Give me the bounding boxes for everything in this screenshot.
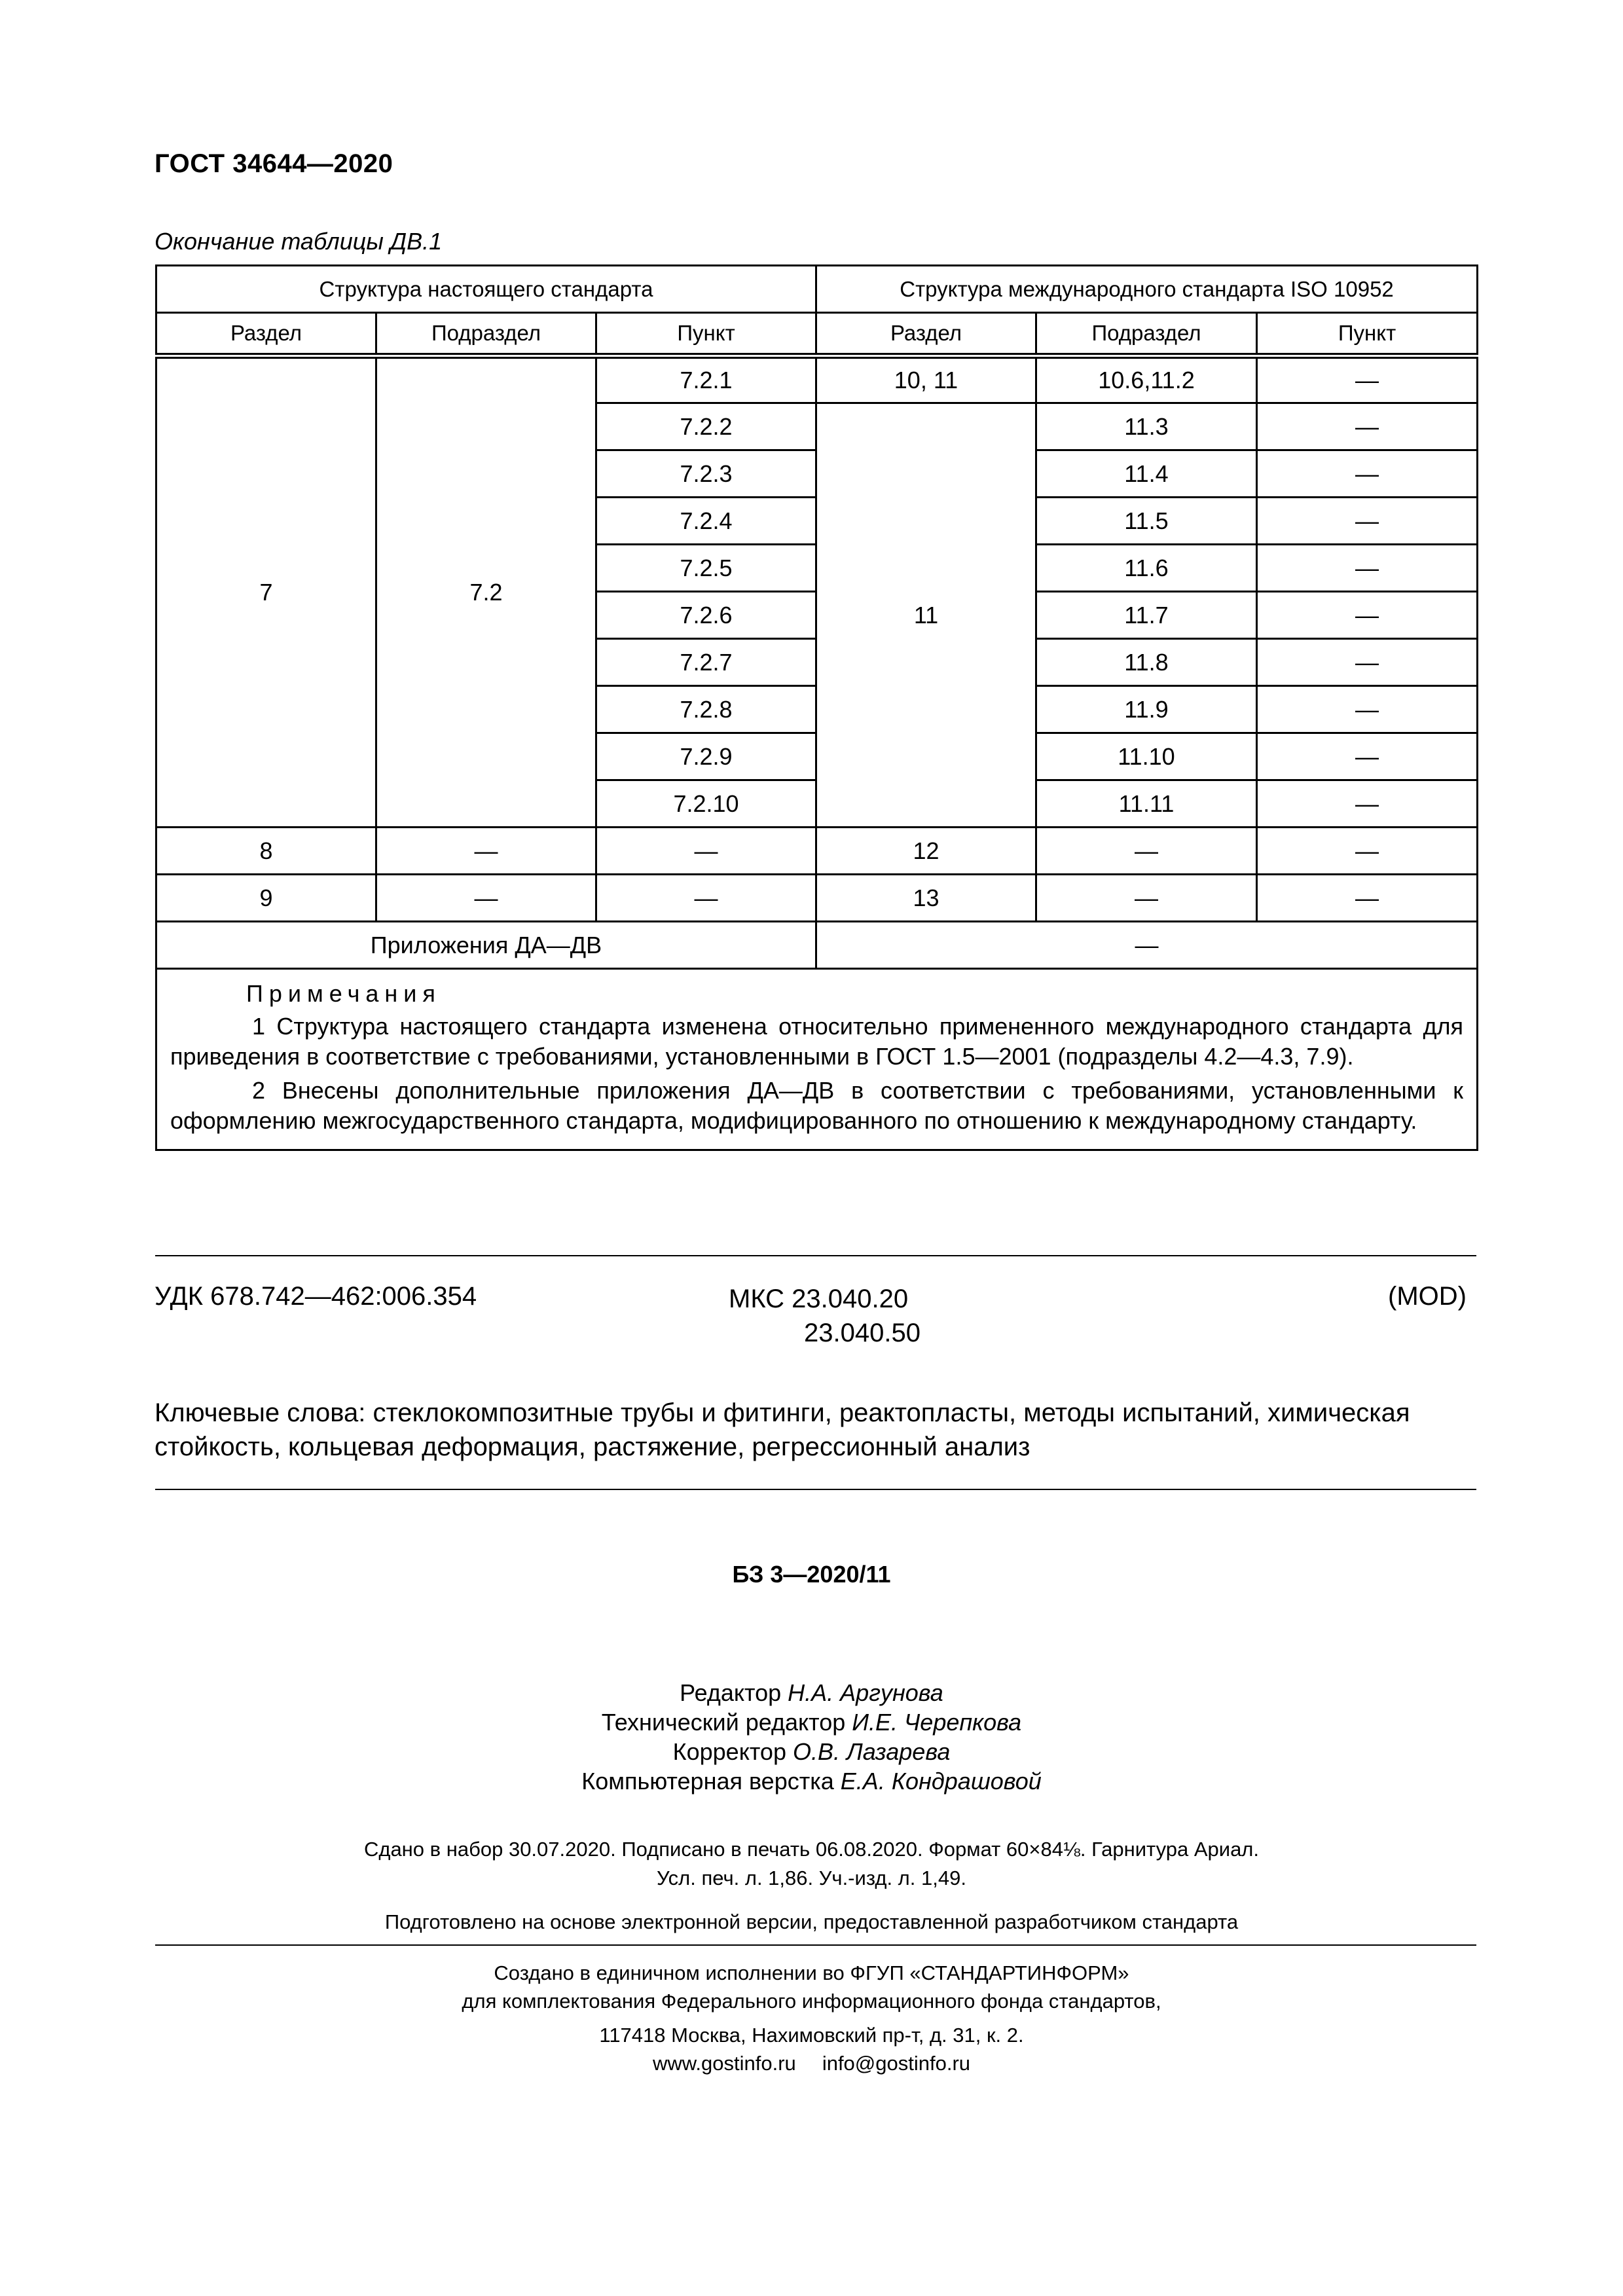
staff-line [0,1707,1623,1737]
table-cell: 7.2.1 [596,356,816,403]
table-cell: — [1257,403,1478,450]
table-cell: — [1257,828,1478,875]
col-header: Раздел [816,313,1036,356]
created-line: для комплектования Федерального информационного фонда стандартов, [462,1990,1161,2013]
document-code: ГОСТ 34644—2020 [155,149,393,178]
group-header-international: Структура международного стандарта ISO 10952 [816,266,1478,313]
table-cell: 10, 11 [816,356,1036,403]
table-cell: 11.4 [1036,450,1257,498]
correspondence-table [155,264,1478,1151]
table-cell: — [376,875,596,922]
table-cell: — [1036,875,1257,922]
group-header-national: Структура настоящего стандарта [156,266,816,313]
divider [155,1255,1476,1256]
col-header: Пункт [1257,313,1478,356]
table-cell: 11.6 [1036,545,1257,592]
table-cell: — [1257,356,1478,403]
email-link[interactable]: info@gostinfo.ru [822,2052,971,2075]
keywords: Ключевые слова: стеклокомпозитные трубы и фитинги, реактопласты, методы испытаний, химическая стойкость, кольцевая деформация, растяжение, регрессионный анализ [155,1398,1410,1461]
table-row [156,356,1478,403]
col-header: Раздел [156,313,376,356]
table-cell: 12 [816,828,1036,875]
table-cell: 11.3 [1036,403,1257,450]
table-row [156,922,1478,969]
publisher-address [0,2021,1623,2077]
staff-role: Компьютерная верстка [581,1768,834,1795]
table-caption: Окончание таблицы ДВ.1 [155,228,443,255]
table-cell: 7.2 [376,356,596,828]
contacts-line [0,2049,1623,2077]
print-info [0,1835,1623,1893]
table-cell: 10.6,11.2 [1036,356,1257,403]
table-cell: 11.9 [1036,686,1257,733]
table-cell: 7.2.4 [596,498,816,545]
staff-line [0,1766,1623,1796]
staff-name: И.Е. Черепкова [852,1709,1022,1736]
table-cell: 7.2.8 [596,686,816,733]
table-cell: — [1257,498,1478,545]
table-cell: 7.2.3 [596,450,816,498]
table-cell: 11.10 [1036,733,1257,780]
table-cell: — [1257,780,1478,828]
divider [155,1489,1476,1490]
col-header: Подраздел [1036,313,1257,356]
table-cell: 7.2.5 [596,545,816,592]
table-cell: 8 [156,828,376,875]
table-cell: 7.2.10 [596,780,816,828]
table-cell: 11.7 [1036,592,1257,639]
prepared-note: Подготовлено на основе электронной версии, предоставленной разработчиком стандарта [384,1910,1239,1933]
table-cell: — [1257,545,1478,592]
mks-codes [729,1282,921,1350]
notes-title: Примечания [246,980,441,1007]
table-cell: — [1257,875,1478,922]
staff-name: Н.А. Аргунова [788,1679,943,1706]
udk-code: УДК 678.742—462:006.354 [155,1282,477,1311]
created-note [0,1959,1623,2015]
staff-name: Е.А. Кондрашовой [840,1768,1042,1795]
table-cell: 7.2.2 [596,403,816,450]
table-cell: 7.2.7 [596,639,816,686]
appendix-cell: Приложения ДА—ДВ [156,922,816,969]
col-header: Подраздел [376,313,596,356]
mks-line: МКС 23.040.20 [729,1285,909,1313]
table-cell: — [376,828,596,875]
website-link[interactable]: www.gostinfo.ru [652,2052,796,2075]
staff-name: О.В. Лазарева [793,1738,951,1765]
staff-line [0,1678,1623,1707]
staff-role: Корректор [672,1738,786,1765]
table-cell: 11.5 [1036,498,1257,545]
notes-cell [156,969,1478,1150]
table-cell: 7.2.9 [596,733,816,780]
table-cell: — [1036,828,1257,875]
table-cell: 11.8 [1036,639,1257,686]
table-cell: 7.2.6 [596,592,816,639]
created-line: Создано в единичном исполнении во ФГУП «СТАНДАРТИНФОРМ» [494,1961,1129,1984]
table-cell: — [1257,733,1478,780]
table-cell: — [1257,592,1478,639]
table-cell: — [1257,686,1478,733]
table-cell: 13 [816,875,1036,922]
table-cell: — [596,828,816,875]
note-item: 1 Структура настоящего стандарта изменена относительно примененного международного стандарта для приведения в соответствие с требованиями, установленными в ГОСТ 1.5—2001 (подразделы 4.2—4.3, 7.9). [170,1013,1464,1070]
table-cell: 11.11 [1036,780,1257,828]
staff-list [0,1678,1623,1796]
staff-role: Технический редактор [601,1709,846,1736]
staff-line [0,1737,1623,1766]
table-row [156,828,1478,875]
table-cell: — [1257,639,1478,686]
appendix-iso-cell: — [816,922,1478,969]
staff-role: Редактор [680,1679,782,1706]
bz-number: БЗ 3—2020/11 [732,1561,891,1588]
print-line: Усл. печ. л. 1,86. Уч.-изд. л. 1,49. [657,1867,966,1889]
address-line: 117418 Москва, Нахимовский пр-т, д. 31, к. 2. [599,2024,1024,2047]
col-header: Пункт [596,313,816,356]
table-cell: — [596,875,816,922]
table-cell: — [1257,450,1478,498]
table-cell: 11 [816,403,1036,828]
mks-line: 23.040.50 [804,1319,921,1347]
table-row [156,875,1478,922]
print-line: Сдано в набор 30.07.2020. Подписано в печать 06.08.2020. Формат 60×84⅛. Гарнитура Ариал. [363,1838,1260,1861]
note-item: 2 Внесены дополнительные приложения ДА—ДВ в соответствии с требованиями, установленными к оформлению межгосударственного стандарта, модифицированного по отношению к международному стандарту. [170,1077,1464,1134]
mod-label: (MOD) [1388,1282,1467,1311]
divider [155,1944,1476,1946]
table-cell: 7 [156,356,376,828]
table-cell: 9 [156,875,376,922]
